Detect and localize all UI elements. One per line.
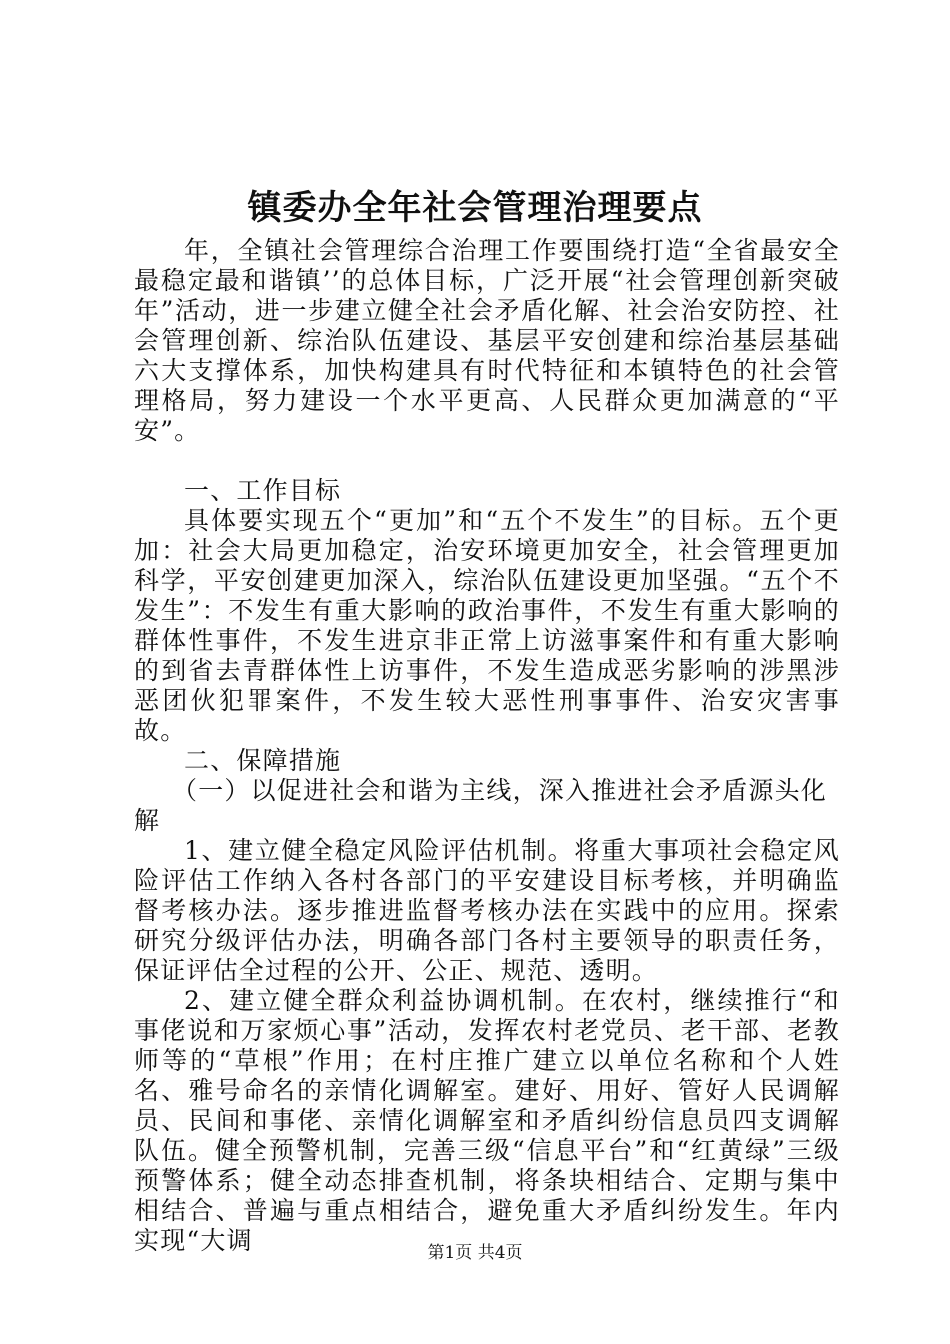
document-title: 镇委办全年社会管理治理要点: [247, 188, 703, 228]
intro-paragraph: 年，全镇社会管理综合治理工作要围绕打造“全省最安全最稳定最和谐镇’’的总体目标，广泛开展“社会管理创新突破年”活动，进一步建立健全社会矛盾化解、社会治安防控、社会管理创新、综治队伍建设、基层平安创建和综治基层基础六大支撑体系，加快构建具有时代特征和本镇特色的社会管理格局，努力建设一个水平更高、人民群众更加满意的“平安”。: [134, 236, 840, 445]
paragraph-gap: [134, 446, 840, 476]
section-heading-goals: 一、工作目标: [184, 476, 342, 505]
goals-paragraph: 具体要实现五个“更加”和“五个不发生”的目标。五个更加：社会大局更加稳定，治安环境更加安全，社会管理更加科学，平安创建更加深入，综治队伍建设更加坚强。“五个不发生”：不发生有重大影响的政治事件，不发生有重大影响的群体性事件，不发生进京非正常上访滋事案件和有重大影响的到省去青群体性上访事件，不发生造成恶劣影响的涉黑涉恶团伙犯罪案件，不发生较大恶性刑事事件、治安灾害事故。: [134, 506, 840, 745]
page-footer: 第1页 共4页: [427, 1243, 523, 1263]
section-heading-measures: 二、保障措施: [184, 746, 342, 775]
measure-item-1: 1、建立健全稳定风险评估机制。将重大事项社会稳定风险评估工作纳入各村各部门的平安建设目标考核，并明确监督考核办法。逐步推进监督考核办法在实践中的应用。探索研究分级评估办法，明确各部门各村主要领导的职责任务，保证评估全过程的公开、公正、规范、透明。: [134, 836, 840, 985]
subsection-heading: （一）以促进社会和谐为主线，深入推进社会矛盾源头化解: [134, 776, 828, 835]
measure-item-2: 2、建立健全群众利益协调机制。在农村，继续推行“和事佬说和万家烦心事”活动，发挥农村老党员、老干部、老教师等的“草根”作用；在村庄推广建立以单位名称和个人姓名、雅号命名的亲情化调解室。建好、用好、管好人民调解员、民间和事佬、亲情化调解室和矛盾纠纷信息员四支调解队伍。健全预警机制，完善三级“信息平台”和“红黄绿”三级预警体系；健全动态排查机制，将条块相结合、定期与集中相结合、普遍与重点相结合，避免重大矛盾纠纷发生。年内实现“大调: [134, 986, 840, 1255]
document-body: [134, 236, 840, 1256]
